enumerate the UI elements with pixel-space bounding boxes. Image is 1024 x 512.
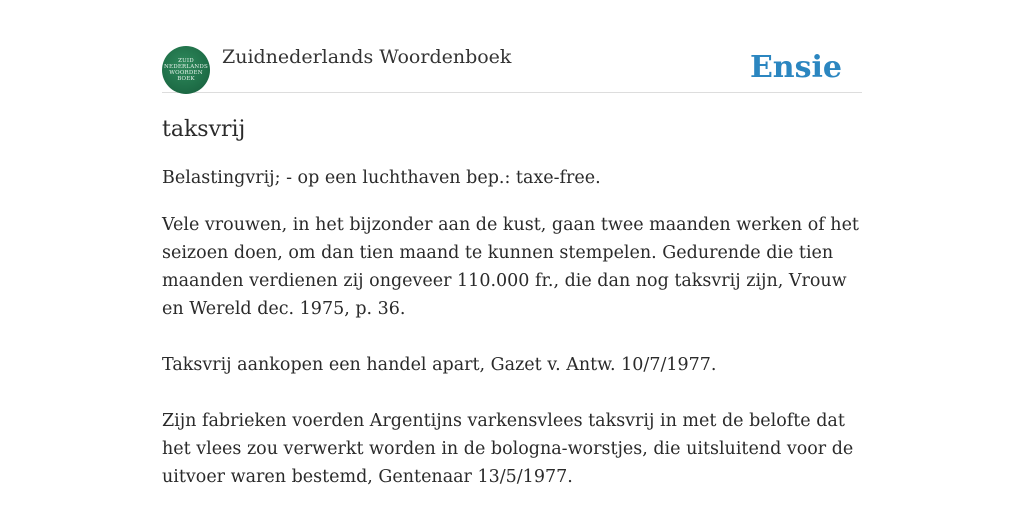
logo-text-line: BOEK	[177, 76, 195, 82]
example-quote: Zijn fabrieken voerden Argentijns varkensvlees taksvrij in met de belofte dat het vlees zou verwerkt worden in de bologna-worstjes, die uitsluitend voor de uitvoer waren bestemd, Gentenaar 13/5/1977.	[162, 411, 854, 487]
logo-text-line: ZUID	[178, 58, 194, 64]
entry-headword: taksvrij	[162, 117, 246, 142]
page-container	[162, 40, 862, 512]
example-quote: Taksvrij aankopen een handel apart, Gazet v. Antw. 10/7/1977.	[162, 355, 717, 375]
site-header	[162, 40, 862, 93]
logo-text-line: NEDERLANDS	[163, 64, 208, 70]
dictionary-logo[interactable]	[162, 46, 210, 94]
ensie-brand-link[interactable]: Ensie	[749, 50, 842, 85]
entry-definition: Belastingvrij; - op een luchthaven bep.: taxe-free.	[162, 168, 601, 188]
logo-text-line: WOORDEN	[169, 70, 203, 76]
example-quote: Vele vrouwen, in het bijzonder aan de kust, gaan twee maanden werken of het seizoen doen, om dan tien maand te kunnen stempelen. Gedurende die tien maanden verdienen zij ongeveer 110.000 fr., die dan nog taksvrij zijn, Vrouw en Wereld dec. 1975, p. 36.	[162, 215, 859, 319]
site-name-link[interactable]: Zuidnederlands Woordenboek	[222, 46, 512, 68]
example-list	[162, 211, 862, 491]
